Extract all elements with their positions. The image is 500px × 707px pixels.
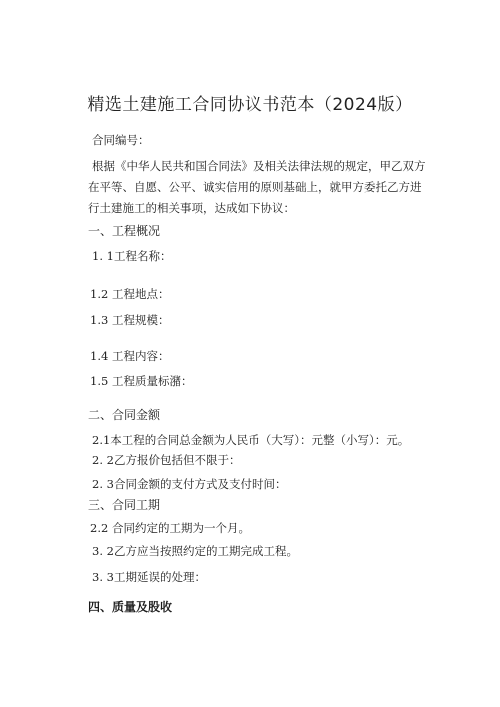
section-1-item-4: 1.4 工程内容： <box>90 349 170 363</box>
section-2-item-3: 2. 3合同金额的支付方式及支付时间： <box>92 477 287 491</box>
section-4-heading: 四、质量及股收 <box>88 600 173 614</box>
document-title: 精选土建施工合同协议书范本（2024版） <box>87 95 413 115</box>
intro-text: 根据《中华人民共和国合同法》及相关法律法规的规定，甲乙双方在平等、自愿、公平、诚实信用的原则基础上，就甲方委托乙方进行土建施工的相关事项，达成如下协议： <box>88 159 426 215</box>
section-1-item-5: 1.5 工程质量标潴： <box>90 374 193 388</box>
section-3-item-1: 2.2 合同约定的工期为一个月。 <box>90 521 250 535</box>
contract-number-label: 合同编号： <box>92 133 150 147</box>
section-3-heading: 三、合同工期 <box>88 498 161 512</box>
section-1-item-2: 1.2 工程地点： <box>90 287 170 301</box>
section-2-heading: 二、合同金额 <box>88 408 161 422</box>
section-3-item-3: 3. 3工期延误的处理： <box>92 570 206 584</box>
section-2-item-1: 2.1本工程的合同总金额为人民币（大写）：元整（小写）：元。 <box>92 433 410 447</box>
section-1-item-3: 1.3 工程规模： <box>90 313 170 327</box>
section-3-item-2: 3. 2乙方应当按照约定的工期完成工程。 <box>92 544 298 558</box>
section-1-item-1: 1. 1工程名称： <box>92 249 172 263</box>
intro-paragraph <box>88 156 426 219</box>
section-2-item-2: 2. 2乙方报价包括但不限于： <box>92 453 241 467</box>
section-1-heading: 一、工程概况 <box>88 224 161 238</box>
